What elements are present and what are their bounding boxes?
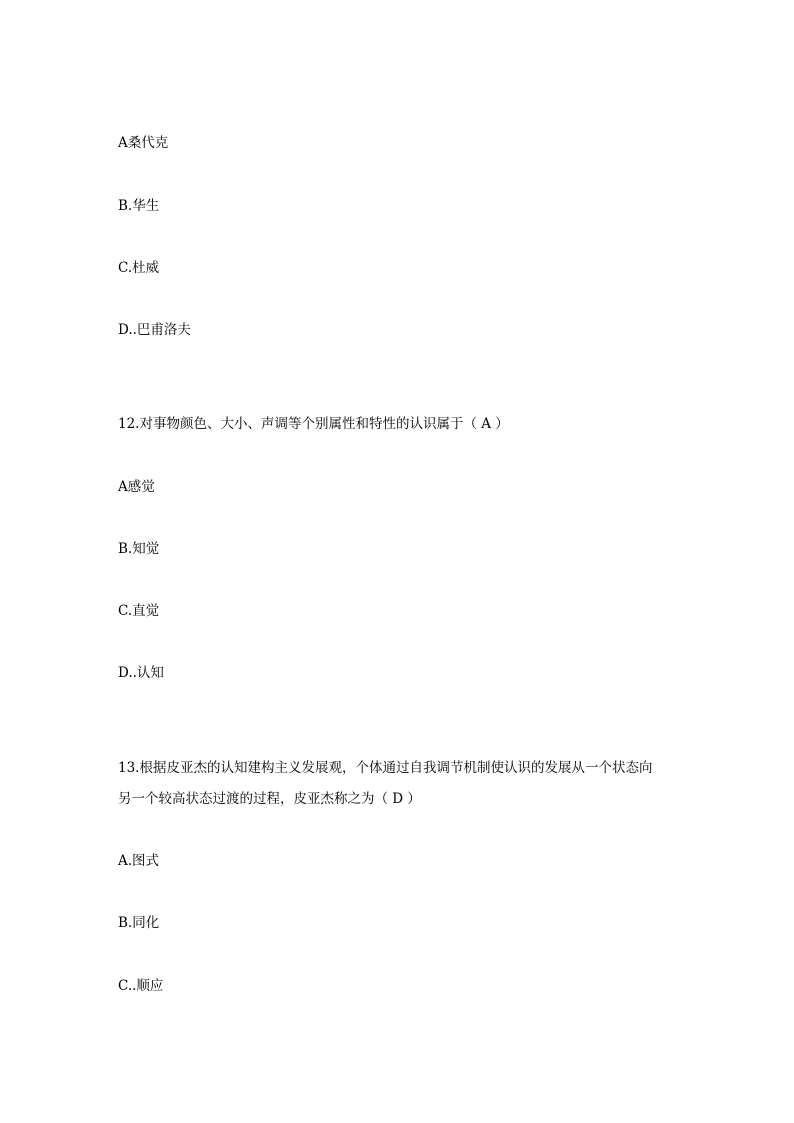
q11-option-c: C.杜威 [118, 260, 160, 276]
q12-question-stem: 12.对事物颜色、大小、声调等个别属性和特性的认识属于（ A ） [118, 416, 509, 432]
q13-question-stem-line1: 13.根据皮亚杰的认知建构主义发展观，个体通过自我调节机制使认识的发展从一个状态向 [118, 760, 653, 776]
q11-option-d: D..巴甫洛夫 [118, 322, 191, 338]
q12-option-c: C.直觉 [118, 603, 160, 619]
q12-option-d: D..认知 [118, 665, 164, 681]
q13-option-b: B.同化 [118, 915, 160, 931]
q11-option-a: A桑代克 [118, 135, 169, 151]
q13-option-c: C..顺应 [118, 978, 164, 994]
q13-question-stem-line2: 另一个较高状态过渡的过程，皮亚杰称之为（ D ） [118, 791, 421, 807]
q13-option-a: A.图式 [118, 853, 160, 869]
q12-option-a: A感觉 [118, 479, 155, 495]
q11-option-b: B.华生 [118, 198, 160, 214]
q12-option-b: B.知觉 [118, 541, 160, 557]
